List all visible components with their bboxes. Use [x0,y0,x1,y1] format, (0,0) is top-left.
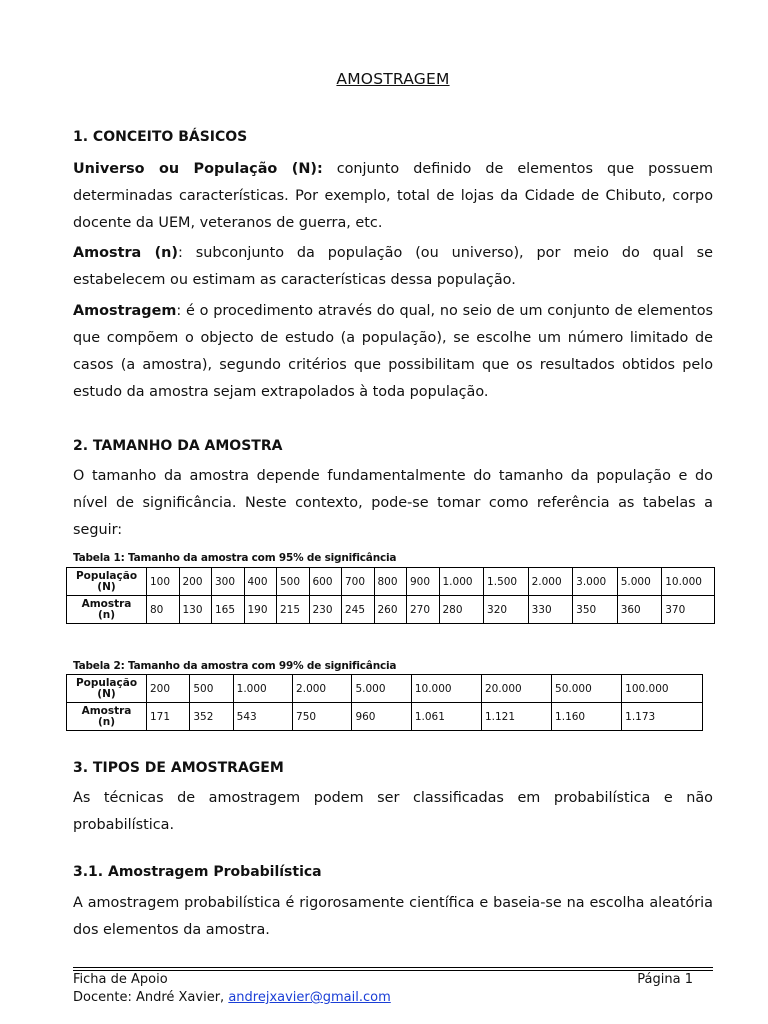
table-1-population-cell: 600 [309,568,342,596]
table-1-population-cell: 500 [277,568,310,596]
table-2-population-cell: 500 [190,675,233,703]
table-1-sample-cell: 165 [212,596,245,624]
table-1-row-label: População (N) [67,568,147,596]
section-3-1-heading: 3.1. Amostragem Probabilística [73,864,322,880]
paragraph-universo [73,156,713,237]
footer-title: Ficha de Apoio [73,972,168,987]
table-2-caption: Tabela 2: Tamanho da amostra com 99% de significância [73,660,397,672]
table-1-population-cell: 1.500 [484,568,529,596]
table-1-caption: Tabela 1: Tamanho da amostra com 95% de significância [73,552,397,564]
table-95-significance [66,567,715,624]
table-1-sample-cell: 360 [617,596,662,624]
table-2-sample-cell: 1.121 [481,703,551,731]
table-1-population-cell: 100 [147,568,180,596]
table-1-sample-cell: 330 [528,596,573,624]
paragraph-probabilistica: A amostragem probabilística é rigorosamente científica e baseia-se na escolha aleatória dos elementos da amostra. [73,895,713,938]
paragraph-amostra [73,240,713,294]
paragraph-amostragem [73,298,713,406]
table-1-sample-cell: 245 [342,596,375,624]
table-1-sample-cell: 80 [147,596,180,624]
term-amostra: Amostra (n) [73,245,178,261]
table-1-population-cell: 700 [342,568,375,596]
table-1-population-cell: 300 [212,568,245,596]
table-1-population-cell: 10.000 [662,568,715,596]
table-2-population-cell: 10.000 [411,675,481,703]
table-1-sample-cell: 350 [573,596,618,624]
footer-docente: Docente: André Xavier, [73,990,229,1005]
table-1-population-cell: 2.000 [528,568,573,596]
table-2-population-cell: 50.000 [552,675,622,703]
table-2-sample-cell: 352 [190,703,233,731]
page-number: Página 1 [637,972,693,987]
term-amostragem: Amostragem [73,303,177,319]
table-2-sample-cell: 543 [233,703,292,731]
table-2-sample-cell: 1.173 [622,703,703,731]
table-1-sample-cell: 230 [309,596,342,624]
table-1-population-cell: 1.000 [439,568,484,596]
table-1-sample-cell: 370 [662,596,715,624]
paragraph-tipos: As técnicas de amostragem podem ser classificadas em probabilística e não probabilística. [73,790,713,833]
table-2-row-label: Amostra (n) [67,703,147,731]
definition-amostra: : subconjunto da população (ou universo), por meio do qual se estabelecem ou estimam as características dessa população. [73,245,713,288]
table-1-row-population [67,568,715,596]
table-1-sample-cell: 130 [179,596,212,624]
footer-line-1 [73,972,693,987]
table-1-sample-cell: 280 [439,596,484,624]
term-universo: Universo ou População (N) [73,161,317,177]
paragraph-tamanho: O tamanho da amostra depende fundamentalmente do tamanho da população e do nível de significância. Neste contexto, pode-se tomar como referência as tabelas a seguir: [73,468,713,538]
definition-universo: conjunto definido de elementos que possuem determinadas características. Por exemplo, total de lojas da Cidade de Chibuto, corpo docente da UEM, veteranos de guerra, etc. [73,161,713,231]
table-1-sample-cell: 190 [244,596,277,624]
table-2-population-cell: 100.000 [622,675,703,703]
section-3-heading: 3. TIPOS DE AMOSTRAGEM [73,760,284,776]
table-1-population-cell: 900 [407,568,440,596]
table-2-population-cell: 5.000 [352,675,411,703]
table-1-sample-cell: 270 [407,596,440,624]
table-2-sample-cell: 1.160 [552,703,622,731]
footer-rule-bottom [73,970,713,971]
table-1-population-cell: 5.000 [617,568,662,596]
table-2-row-label: População (N) [67,675,147,703]
email-link[interactable]: andrejxavier@gmail.com [228,990,391,1005]
table-2-population-cell: 1.000 [233,675,292,703]
table-2-sample-cell: 960 [352,703,411,731]
table-2-row-sample [67,703,703,731]
table-2-row-population [67,675,703,703]
section-2-heading: 2. TAMANHO DA AMOSTRA [73,438,283,454]
table-1-sample-cell: 260 [374,596,407,624]
table-2-sample-cell: 750 [293,703,352,731]
table-1-population-cell: 3.000 [573,568,618,596]
table-1-population-cell: 200 [179,568,212,596]
table-1-sample-cell: 215 [277,596,310,624]
table-2-population-cell: 20.000 [481,675,551,703]
table-2-population-cell: 2.000 [293,675,352,703]
footer-rule-top [73,967,713,968]
definition-amostragem: : é o procedimento através do qual, no seio de um conjunto de elementos que compõem o objecto de estudo (a população), se escolhe um número limitado de casos (a amostra), segundo critérios que possibilitam que os resultados obtidos pelo estudo da amostra sejam extrapolados à toda população. [73,303,713,400]
footer-line-2 [73,990,693,1005]
table-1-population-cell: 400 [244,568,277,596]
table-1-sample-cell: 320 [484,596,529,624]
table-1-row-label: Amostra (n) [67,596,147,624]
table-1-population-cell: 800 [374,568,407,596]
table-2-population-cell: 200 [147,675,190,703]
table-1-row-sample [67,596,715,624]
document-title: AMOSTRAGEM [336,70,450,88]
table-2-sample-cell: 171 [147,703,190,731]
table-99-significance [66,674,703,731]
table-2-sample-cell: 1.061 [411,703,481,731]
section-1-heading: 1. CONCEITO BÁSICOS [73,129,248,145]
term-separator: : [316,161,323,177]
